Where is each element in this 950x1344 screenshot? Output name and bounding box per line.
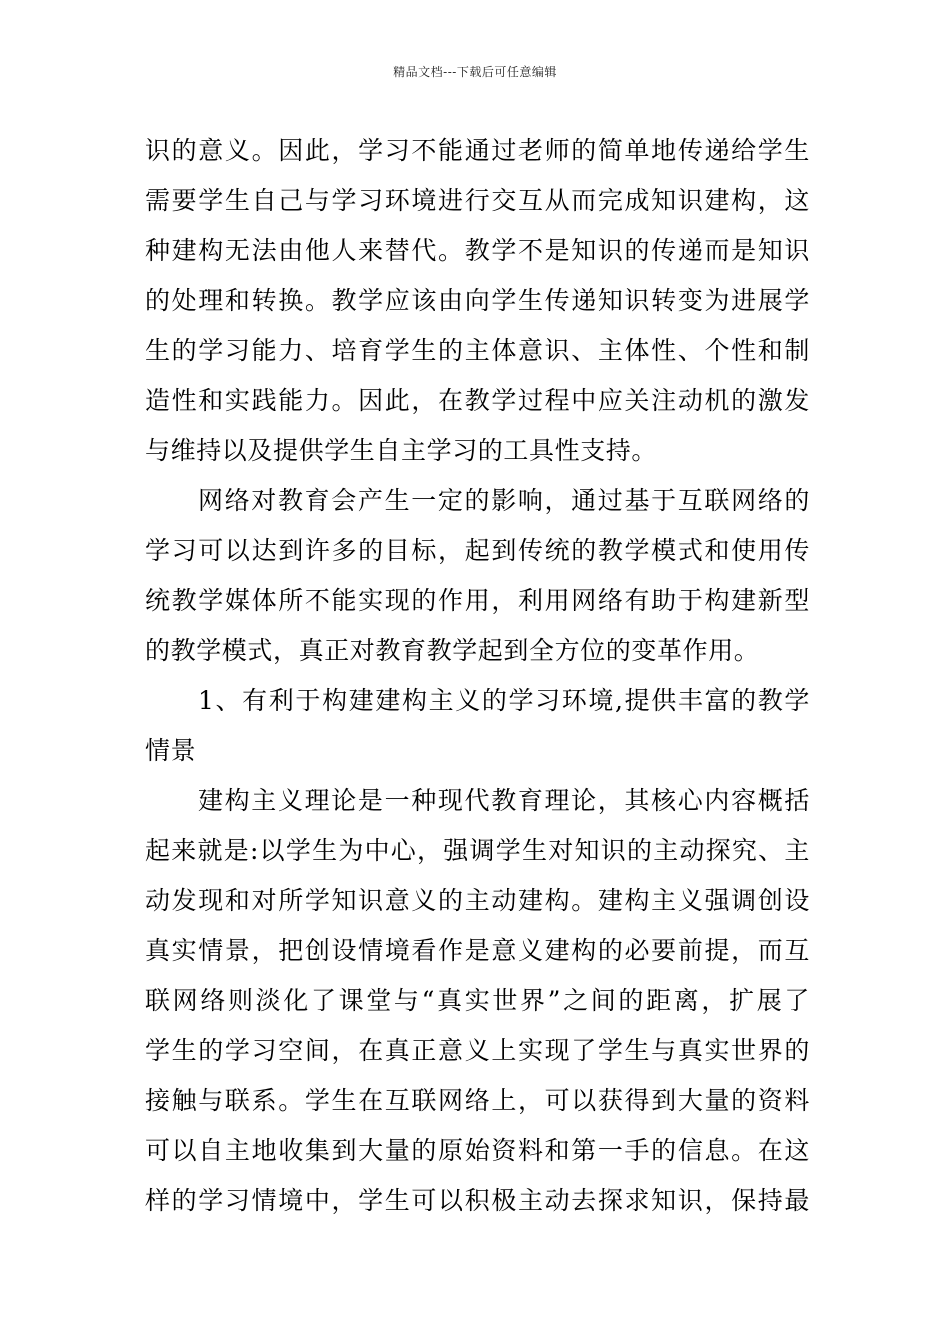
text-line: 样的学习情境中，学生可以积极主动去探求知识，保持最 — [145, 1186, 810, 1215]
text-line: 需要学生自己与学习环境进行交互从而完成知识建构，这 — [145, 186, 810, 215]
text-line: 与维持以及提供学生自主学习的工具性支持。 — [145, 436, 658, 465]
text-line: 接触与联系。学生在互联网络上，可以获得到大量的资料 — [145, 1086, 810, 1115]
text-line: 起来就是:以学生为中心，强调学生对知识的主动探究、主 — [145, 836, 810, 865]
text-line: 统教学媒体所不能实现的作用，利用网络有助于构建新型 — [145, 586, 810, 615]
section-heading-line: 情景 — [145, 736, 197, 765]
paragraph-first-line: 建构主义理论是一种现代教育理论，其核心内容概括 — [198, 786, 810, 815]
text-line: 学生的学习空间，在真正意义上实现了学生与真实世界的 — [145, 1036, 810, 1065]
text-line: 的处理和转换。教学应该由向学生传递知识转变为进展学 — [145, 286, 810, 315]
paragraph-first-line: 网络对教育会产生一定的影响，通过基于互联网络的 — [198, 486, 810, 515]
text-line: 学习可以达到许多的目标，起到传统的教学模式和使用传 — [145, 536, 810, 565]
text-line: 的教学模式，真正对教育教学起到全方位的变革作用。 — [145, 636, 760, 665]
text-line: 种建构无法由他人来替代。教学不是知识的传递而是知识 — [145, 236, 810, 265]
page-header: 精品文档---下载后可任意编辑 — [393, 65, 557, 79]
text-line: 识的意义。因此，学习不能通过老师的简单地传递给学生 — [145, 136, 810, 165]
text-line: 可以自主地收集到大量的原始资料和第一手的信息。在这 — [145, 1136, 810, 1165]
text-line: 造性和实践能力。因此，在教学过程中应关注动机的激发 — [145, 386, 810, 415]
text-line: 生的学习能力、培育学生的主体意识、主体性、个性和制 — [145, 336, 810, 365]
text-line: 真实情景，把创设情境看作是意义建构的必要前提，而互 — [145, 936, 810, 965]
document-body — [145, 126, 810, 1226]
section-heading-line: 1、有利于构建建构主义的学习环境,提供丰富的教学 — [198, 686, 810, 715]
text-line: 动发现和对所学知识意义的主动建构。建构主义强调创设 — [145, 886, 810, 915]
text-line: 联网络则淡化了课堂与“真实世界”之间的距离，扩展了 — [145, 986, 810, 1015]
